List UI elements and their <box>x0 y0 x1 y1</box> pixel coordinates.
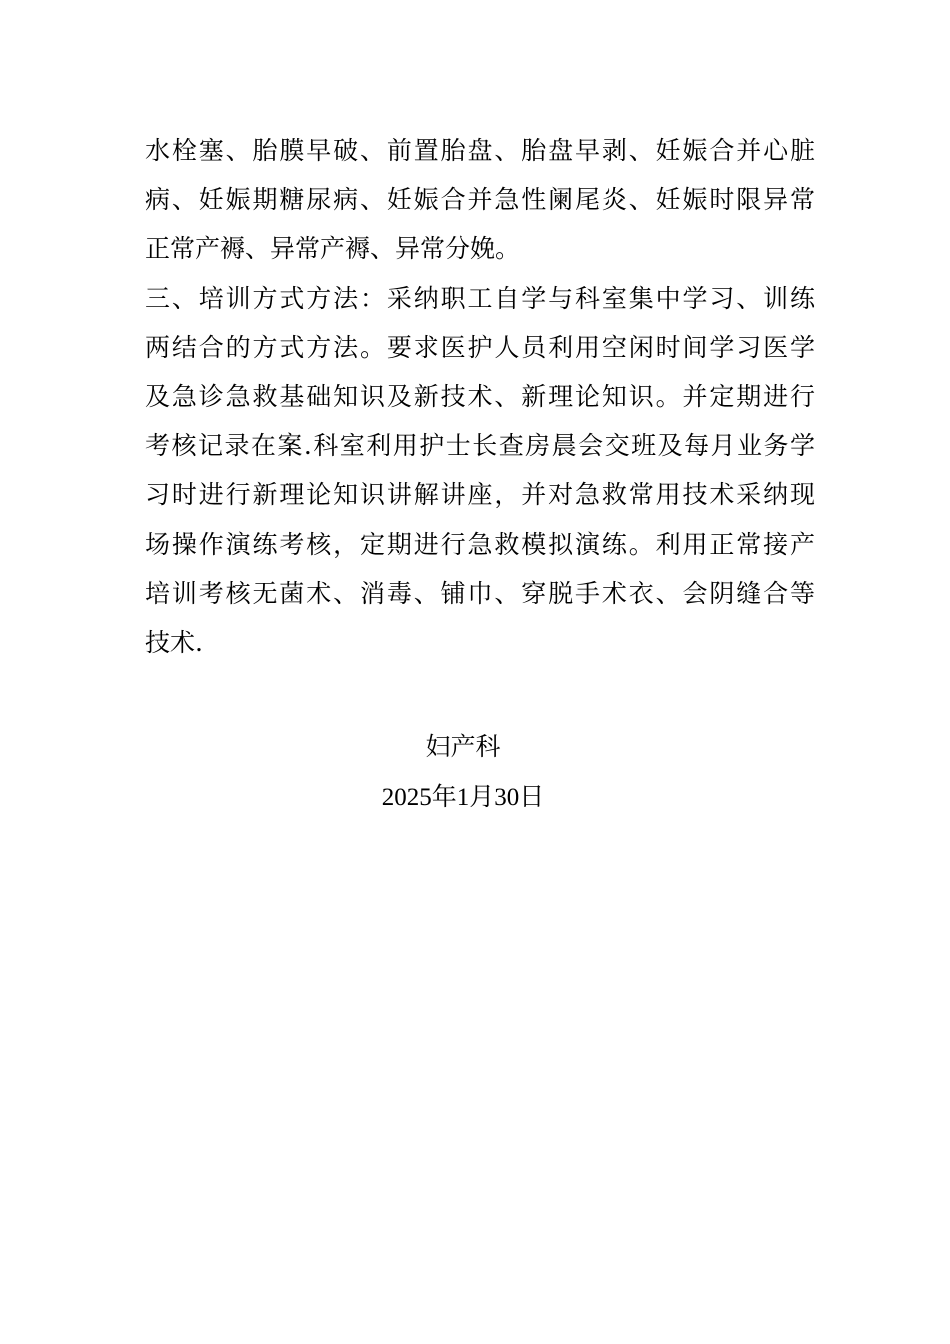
text-line: 病、妊娠期糖尿病、妊娠合并急性阑尾炎、妊娠时限异常 <box>145 185 815 215</box>
text-line: 考核记录在案.科室利用护士长查房晨会交班及每月业务学 <box>145 431 815 461</box>
text-line: 两结合的方式方法。要求医护人员利用空闲时间学习医学 <box>145 332 815 362</box>
text-line: 水栓塞、胎膜早破、前置胎盘、胎盘早剥、妊娠合并心脏 <box>145 136 815 165</box>
text-line: 培训考核无菌术、消毒、铺巾、穿脱手术衣、会阴缝合等 <box>145 578 815 608</box>
signature-date: 2025年1月30日 <box>381 784 545 811</box>
text-line: 习时进行新理论知识讲解讲座，并对急救常用技术采纳现 <box>145 480 815 510</box>
text-line: 技术. <box>145 627 203 657</box>
signature-department: 妇产科 <box>425 734 501 761</box>
text-line: 场操作演练考核，定期进行急救模拟演练。利用正常接产 <box>145 529 815 559</box>
text-line: 及急诊急救基础知识及新技术、新理论知识。并定期进行 <box>145 381 815 411</box>
section-heading-line: 三、培训方式方法：采纳职工自学与科室集中学习、训练 <box>145 283 815 313</box>
document-body <box>145 126 815 667</box>
text-line: 正常产褥、异常产褥、异常分娩。 <box>145 234 521 264</box>
